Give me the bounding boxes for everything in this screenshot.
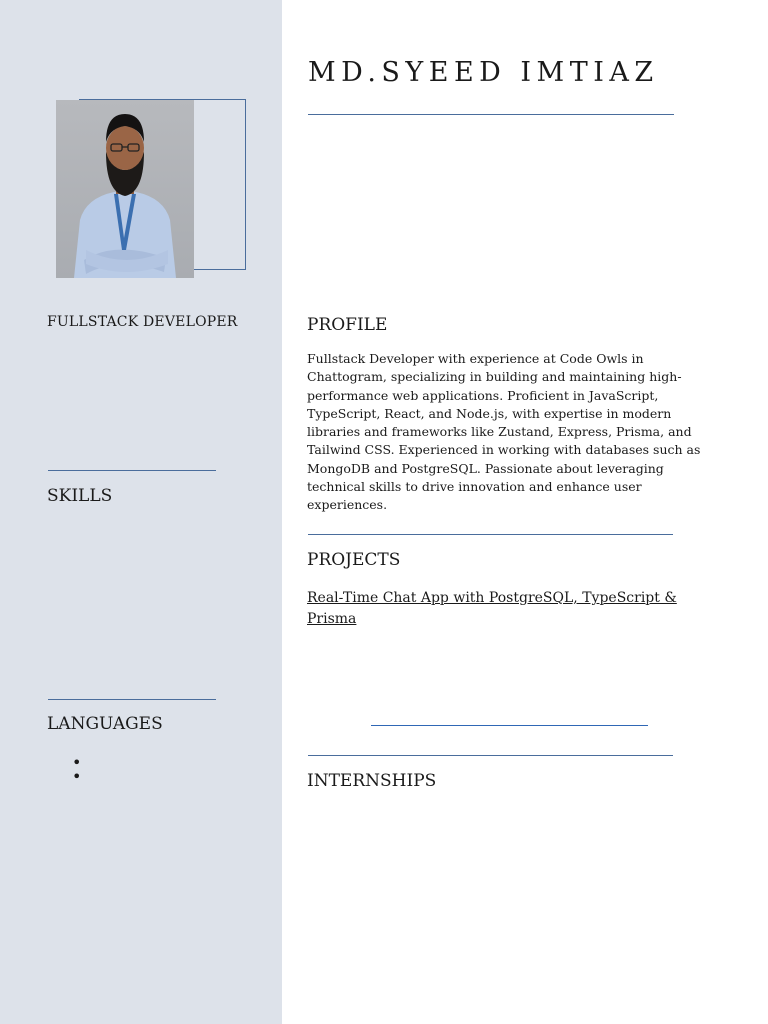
projects-divider xyxy=(308,534,673,535)
sidebar xyxy=(0,0,282,1024)
list-item: • xyxy=(72,767,82,786)
project-separator xyxy=(371,725,648,726)
skills-divider xyxy=(48,470,216,471)
internships-heading: INTERNSHIPS xyxy=(307,771,437,791)
list-item: • xyxy=(72,753,82,772)
internships-divider xyxy=(308,755,673,756)
projects-heading: PROJECTS xyxy=(307,550,401,570)
profile-summary: Fullstack Developer with experience at Code Owls in Chattogram, specializing in building and maintaining high-performance web applications. Proficient in JavaScript, TypeScript, React, and Node.js, with expertise in modern libraries and frameworks like Zustand, Express, Prisma, and Tailwind CSS. Experienced in working with databases such as MongoDB and PostgreSQL. Passionate about leveraging technical skills to drive innovation and enhance user experiences. xyxy=(307,351,701,513)
job-title: FULLSTACK DEVELOPER xyxy=(47,314,238,330)
project-link[interactable]: Real-Time Chat App with PostgreSQL, TypeScript & Prisma xyxy=(307,590,677,627)
profile-photo xyxy=(56,100,194,278)
candidate-name: MD.SYEED IMTIAZ xyxy=(308,57,659,88)
languages-list xyxy=(72,753,82,786)
languages-divider xyxy=(48,699,216,700)
languages-heading: LANGUAGES xyxy=(47,714,163,734)
person-portrait-icon xyxy=(56,100,194,278)
skills-heading: SKILLS xyxy=(47,486,113,506)
name-divider xyxy=(308,114,674,115)
profile-heading: PROFILE xyxy=(307,315,388,335)
